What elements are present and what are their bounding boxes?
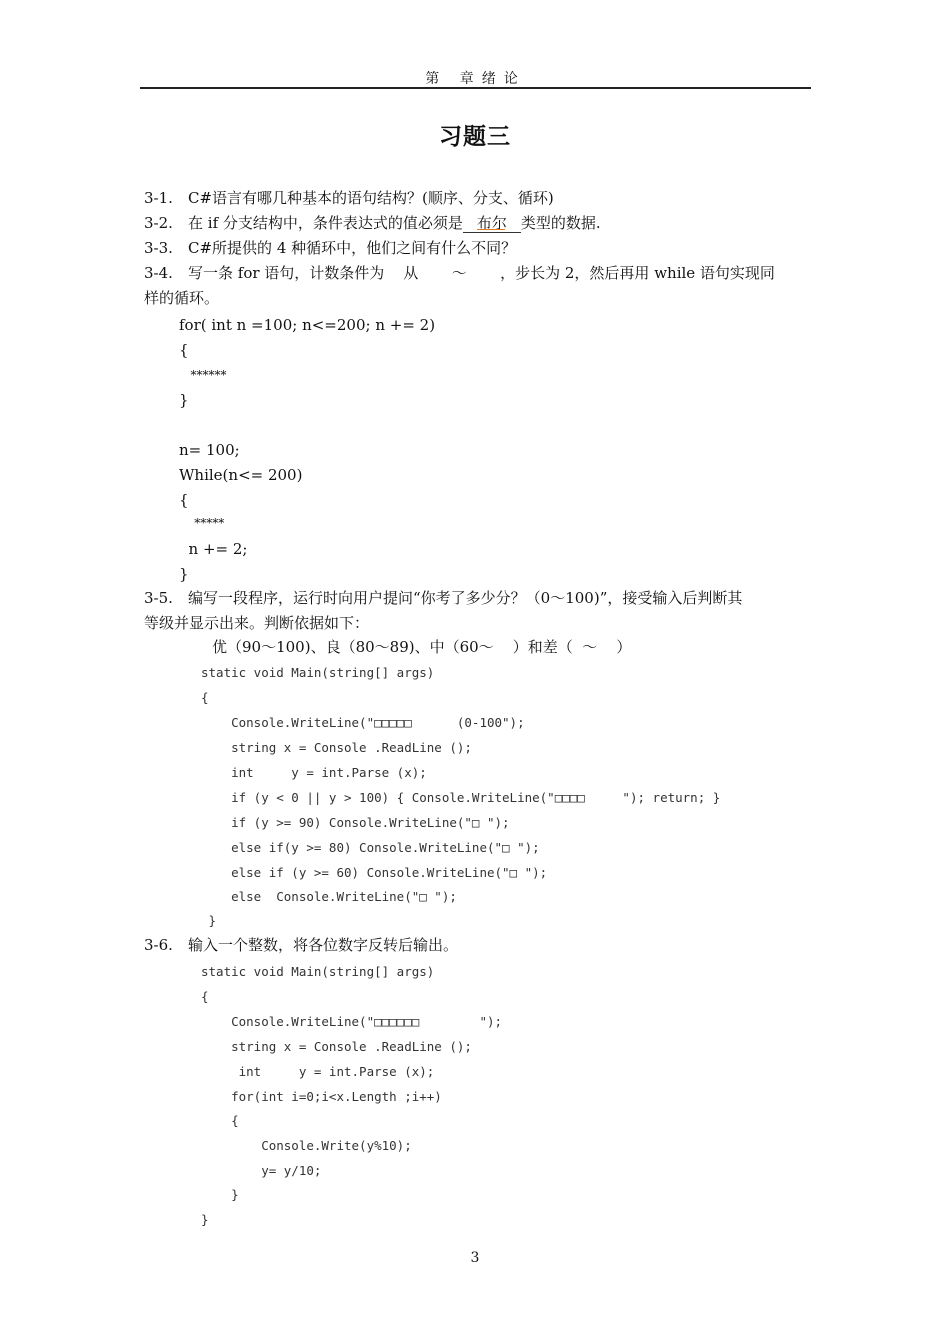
code-line: else Console.WriteLine("□ "); [201,889,457,904]
code-line: } [201,913,217,928]
question-number: 3-6. [144,936,173,954]
code-line: else if(y >= 80) Console.WriteLine("□ "); [201,840,540,855]
question-3-5 [144,588,742,608]
code-line: int y = int.Parse (x); [201,765,427,780]
question-text: 编写一段程序，运行时向用户提问“你考了多少分？（0～100)”，接受输入后判断其 [188,589,743,607]
code-line: static void Main(string[] args) [201,665,435,680]
code-line: { [179,341,189,359]
code-line: else if (y >= 60) Console.WriteLine("□ "); [201,865,548,880]
question-3-1 [144,188,554,208]
code-line: string x = Console .ReadLine (); [201,740,472,755]
question-3-4 [144,263,775,283]
code-line: Console.WriteLine("□□□□□ (0-100"); [201,715,525,730]
code-line: { [201,1113,239,1128]
running-header: 第 章绪论 [425,71,526,87]
code-line: if (y < 0 || y > 100) { Console.WriteLine("□□□□ "); return; } [201,790,721,805]
code-line: if (y >= 90) Console.WriteLine("□ "); [201,815,510,830]
question-number: 3-1. [144,189,173,207]
question-text: 输入一个整数，将各位数字反转后输出。 [188,936,459,954]
code-line: { [201,690,209,705]
code-line: While(n<= 200) [179,466,303,484]
grading-criteria: 优（90～100)、良（80～89)、中（60～ ）和差（ ～ ） [212,638,632,656]
question-text: C#所提供的 4 种循环中，他们之间有什么不同？ [188,239,517,257]
question-3-5-continued: 等级并显示出来。判断依据如下： [144,614,370,632]
code-line: } [201,1187,239,1202]
answer-blank: 布尔 [463,214,521,233]
code-line: Console.WriteLine("□□□□□□ "); [201,1014,503,1029]
code-line: for( int n =100; n<=200; n += 2) [179,316,436,334]
question-number: 3-4. [144,264,173,282]
code-line: { [179,491,189,509]
page-number: 3 [470,1250,480,1266]
question-number: 3-2. [144,214,173,232]
question-3-4-continued: 样的循环。 [144,289,220,307]
code-line: n += 2; [179,540,248,558]
code-line: ****** [179,368,227,382]
code-line: } [201,1212,209,1227]
code-line: } [179,391,189,409]
code-line: string x = Console .ReadLine (); [201,1039,472,1054]
question-text: 写一条 for 语句，计数条件为 从 ～ ，步长为 2，然后再用 while 语句实现同 [188,264,775,282]
code-line: n= 100; [179,441,240,459]
question-text-before: 在 if 分支结构中，条件表达式的值必须是 [188,214,463,232]
code-line: static void Main(string[] args) [201,964,435,979]
question-number: 3-3. [144,239,173,257]
question-3-3 [144,238,516,258]
code-line: ***** [179,516,225,530]
question-3-2 [144,213,601,233]
question-text-after: 类型的数据. [520,214,601,232]
page-title: 习题三 [439,124,511,150]
header-rule [140,87,811,89]
code-line: int y = int.Parse (x); [201,1064,435,1079]
question-number: 3-5. [144,589,173,607]
question-text: C#语言有哪几种基本的语句结构？(顺序、分支、循环) [188,189,554,207]
code-line: y= y/10; [201,1163,322,1178]
question-3-6 [144,935,458,955]
code-line: { [201,989,209,1004]
code-line: for(int i=0;i<x.Length ;i++) [201,1089,442,1104]
code-line: Console.Write(y%10); [201,1138,412,1153]
code-line: } [179,565,189,583]
